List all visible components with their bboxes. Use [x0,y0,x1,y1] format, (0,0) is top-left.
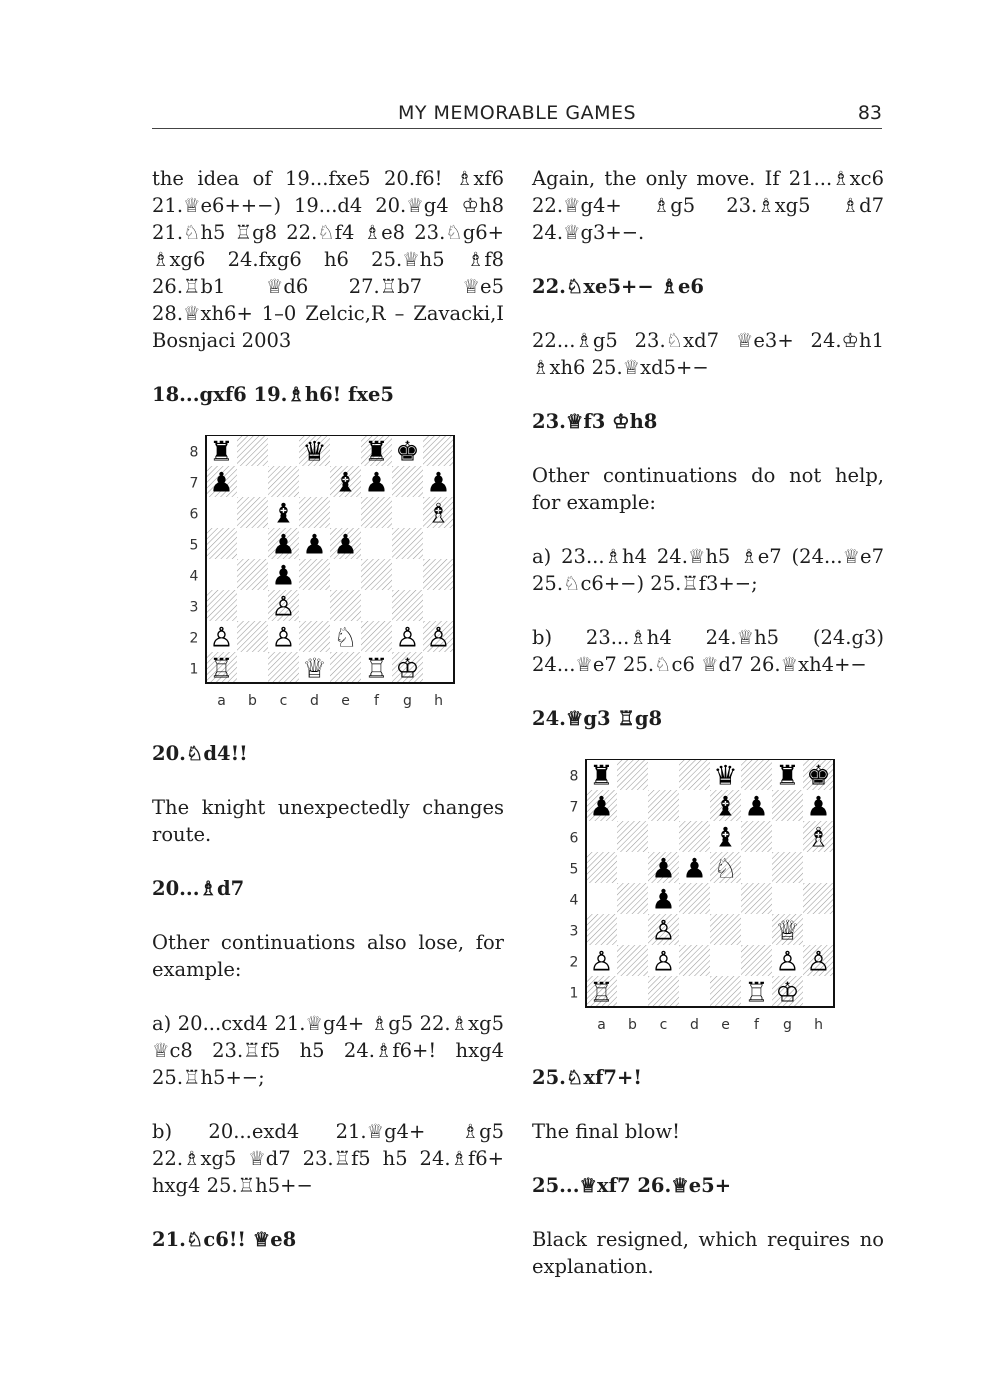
chess-piece-h7: ♟ [806,791,831,823]
chess-piece-h8: ♚ [806,760,831,792]
light-square [741,852,772,883]
chessboard [152,435,504,720]
light-square [803,852,834,883]
light-square [299,466,330,497]
file-label: c [659,1017,668,1033]
dark-square [392,466,423,497]
move-heading: 18...gxf6 19.♗h6! fxe5 [152,383,394,406]
light-square [772,821,803,852]
chess-piece-a2: ♙ [589,946,614,978]
move-heading: 20.♘d4!! [152,742,248,765]
chess-piece-c3: ♙ [271,591,296,623]
dark-square [299,559,330,590]
chess-piece-c5: ♟ [271,529,296,561]
light-square [679,976,710,1007]
rank-label: 2 [189,630,199,647]
rank-label: 7 [569,799,579,816]
chess-piece-a1: ♖ [589,977,614,1009]
light-square [330,559,361,590]
light-square [617,914,648,945]
dark-square [617,821,648,852]
light-square [586,821,617,852]
dark-square [361,497,392,528]
light-square [423,528,454,559]
dark-square [648,976,679,1007]
chess-piece-e2: ♘ [333,622,358,654]
chess-piece-a7: ♟ [209,467,234,499]
rank-label: 1 [569,985,579,1002]
rank-label: 3 [569,923,579,940]
light-square [710,945,741,976]
chess-piece-c5: ♟ [651,853,676,885]
dark-square [237,559,268,590]
rank-label: 4 [189,568,199,585]
rank-label: 8 [569,768,579,785]
paragraph: Other continuations also lose, for example: [152,931,504,981]
running-title: MY MEMORABLE GAMES [397,102,637,124]
file-label: e [721,1017,730,1033]
file-label: b [248,693,257,709]
light-square [268,435,299,466]
chess-piece-h2: ♙ [426,622,451,654]
chess-piece-g8: ♜ [775,760,800,792]
chess-piece-c6: ♝ [271,498,296,530]
paragraph: the idea of 19...fxe5 20.f6! ♗xf6 21.♕e6++−) 19...d4 20.♕g4 ♔h8 21.♘h5 ♖g8 22.♘f4 ♗e8 23.♘g6+ ♗xg6 24.fxg6 h6 25.♕h5 ♗f8 26.♖b1 ♕d6 27.♖b7 ♕e5 28.♕xh6+ 1–0 Zelcic,R – Zavacki,I Bosnjaci 2003 [152,167,504,352]
move-heading: 25.♘xf7+! [532,1066,642,1089]
chess-piece-g3: ♕ [775,915,800,947]
light-square [803,914,834,945]
dark-square [206,590,237,621]
dark-square [392,528,423,559]
light-square [206,559,237,590]
dark-square [330,652,361,683]
chess-piece-c3: ♙ [651,915,676,947]
dark-square [237,497,268,528]
move-heading: 21.♘c6!! ♕e8 [152,1228,297,1251]
light-square [679,790,710,821]
light-square [237,590,268,621]
dark-square [617,883,648,914]
light-square [772,883,803,914]
light-square [330,435,361,466]
dark-square [361,559,392,590]
light-square [617,790,648,821]
dark-square [206,528,237,559]
dark-square [237,621,268,652]
rank-label: 4 [569,892,579,909]
chess-piece-g1: ♔ [395,653,420,685]
paragraph: 22...♗g5 23.♘xd7 ♕e3+ 24.♔h1 ♗xh6 25.♕xd5+− [532,329,884,379]
move-heading: 22.♘xe5+− ♗e6 [532,275,704,298]
rank-label: 6 [569,830,579,847]
variation-b: b) 23...♗h4 24.♕h5 (24.g3) 24...♕e7 25.♘c6 ♕d7 26.♕xh4+− [532,626,884,676]
dark-square [392,590,423,621]
move-heading: 24.♕g3 ♖g8 [532,707,663,730]
chess-piece-e5: ♘ [713,853,738,885]
dark-square [586,852,617,883]
file-label: e [341,693,350,709]
chess-piece-f8: ♜ [364,436,389,468]
light-square [648,759,679,790]
light-square [648,821,679,852]
variation-a: a) 20...cxd4 21.♕g4+ ♗g5 22.♗xg5 ♕c8 23.♖f5 h5 24.♗f6+! hxg4 25.♖h5+−; [152,1012,504,1089]
move-heading: 25...♕xf7 26.♕e5+ [532,1174,732,1197]
file-label: d [690,1017,699,1033]
file-label: b [628,1017,637,1033]
light-square [361,590,392,621]
chess-piece-h6: ♗ [426,498,451,530]
chess-piece-h2: ♙ [806,946,831,978]
chess-piece-g1: ♔ [775,977,800,1009]
file-label: a [217,693,226,709]
chess-piece-c4: ♟ [271,560,296,592]
chess-piece-g8: ♚ [395,436,420,468]
light-square [617,976,648,1007]
chess-piece-d5: ♟ [302,529,327,561]
dark-square [679,759,710,790]
chess-piece-e7: ♝ [333,467,358,499]
light-square [803,976,834,1007]
light-square [392,497,423,528]
light-square [237,466,268,497]
chess-piece-a2: ♙ [209,622,234,654]
light-square [206,497,237,528]
chess-piece-f7: ♟ [364,467,389,499]
file-label: d [310,693,319,709]
chess-piece-a1: ♖ [209,653,234,685]
light-square [299,590,330,621]
light-square [741,914,772,945]
dark-square [330,590,361,621]
chess-piece-g2: ♙ [775,946,800,978]
dark-square [679,821,710,852]
dark-square [423,435,454,466]
right-column [532,165,884,1307]
chessboard [532,759,884,1044]
variation-a: a) 23...♗h4 24.♕h5 ♗e7 (24...♕e7 25.♘c6+−) 25.♖f3+−; [532,545,884,595]
move-heading: 20...♗d7 [152,877,245,900]
chess-piece-d8: ♛ [302,436,327,468]
file-label: c [279,693,288,709]
dark-square [299,497,330,528]
rank-label: 6 [189,506,199,523]
light-square [423,652,454,683]
light-square [710,883,741,914]
light-square [617,852,648,883]
chess-piece-d5: ♟ [682,853,707,885]
rank-label: 3 [189,599,199,616]
dark-square [361,621,392,652]
dark-square [679,883,710,914]
chess-piece-a7: ♟ [589,791,614,823]
file-label: a [597,1017,606,1033]
paragraph: The final blow! [532,1120,680,1143]
dark-square [710,914,741,945]
paragraph: Other continuations do not help, for example: [532,464,884,514]
dark-square [586,914,617,945]
page-number: 83 [857,102,882,124]
dark-square [772,852,803,883]
chess-piece-a8: ♜ [209,436,234,468]
dark-square [617,945,648,976]
dark-square [803,883,834,914]
variation-b: b) 20...exd4 21.♕g4+ ♗g5 22.♗xg5 ♕d7 23.♖f5 h5 24.♗f6+ hxg4 25.♖h5+− [152,1120,504,1197]
dark-square [423,559,454,590]
dark-square [741,883,772,914]
paragraph: Again, the only move. If 21...♗xc6 22.♕g4+ ♗g5 23.♗xg5 ♗d7 24.♕g3+−. [532,167,884,244]
move-heading: 23.♕f3 ♔h8 [532,410,658,433]
rank-label: 1 [189,661,199,678]
chess-piece-f1: ♖ [744,977,769,1009]
chess-piece-e6: ♝ [713,822,738,854]
chess-piece-h7: ♟ [426,467,451,499]
light-square [392,559,423,590]
dark-square [268,652,299,683]
page-header [152,100,882,129]
rank-label: 5 [189,537,199,554]
chess-diagram-2 [532,759,884,1044]
light-square [237,528,268,559]
dark-square [648,790,679,821]
file-label: f [374,693,379,709]
dark-square [741,821,772,852]
chess-piece-e7: ♝ [713,791,738,823]
dark-square [679,945,710,976]
paragraph: The knight unexpectedly changes route. [152,796,504,846]
paragraph: Black resigned, which requires no explanation. [532,1228,884,1278]
left-column [152,165,504,1280]
light-square [237,652,268,683]
rank-label: 2 [569,954,579,971]
dark-square [617,759,648,790]
light-square [423,590,454,621]
file-label: h [814,1017,823,1033]
dark-square [741,759,772,790]
light-square [330,497,361,528]
file-label: f [754,1017,759,1033]
chess-piece-c4: ♟ [651,884,676,916]
chess-piece-e5: ♟ [333,529,358,561]
dark-square [268,466,299,497]
dark-square [299,621,330,652]
rank-label: 8 [189,444,199,461]
rank-label: 7 [189,475,199,492]
chess-piece-f7: ♟ [744,791,769,823]
chess-piece-g2: ♙ [395,622,420,654]
chess-diagram-1 [152,435,504,720]
dark-square [772,790,803,821]
file-label: g [783,1017,792,1033]
file-label: g [403,693,412,709]
chess-piece-c2: ♙ [651,946,676,978]
dark-square [741,945,772,976]
chess-piece-h6: ♗ [806,822,831,854]
rank-label: 5 [569,861,579,878]
dark-square [710,976,741,1007]
light-square [679,914,710,945]
chess-piece-e8: ♛ [713,760,738,792]
file-label: h [434,693,443,709]
chess-piece-a8: ♜ [589,760,614,792]
light-square [586,883,617,914]
light-square [361,528,392,559]
chess-piece-f1: ♖ [364,653,389,685]
chess-piece-d1: ♕ [302,653,327,685]
chess-piece-c2: ♙ [271,622,296,654]
dark-square [237,435,268,466]
